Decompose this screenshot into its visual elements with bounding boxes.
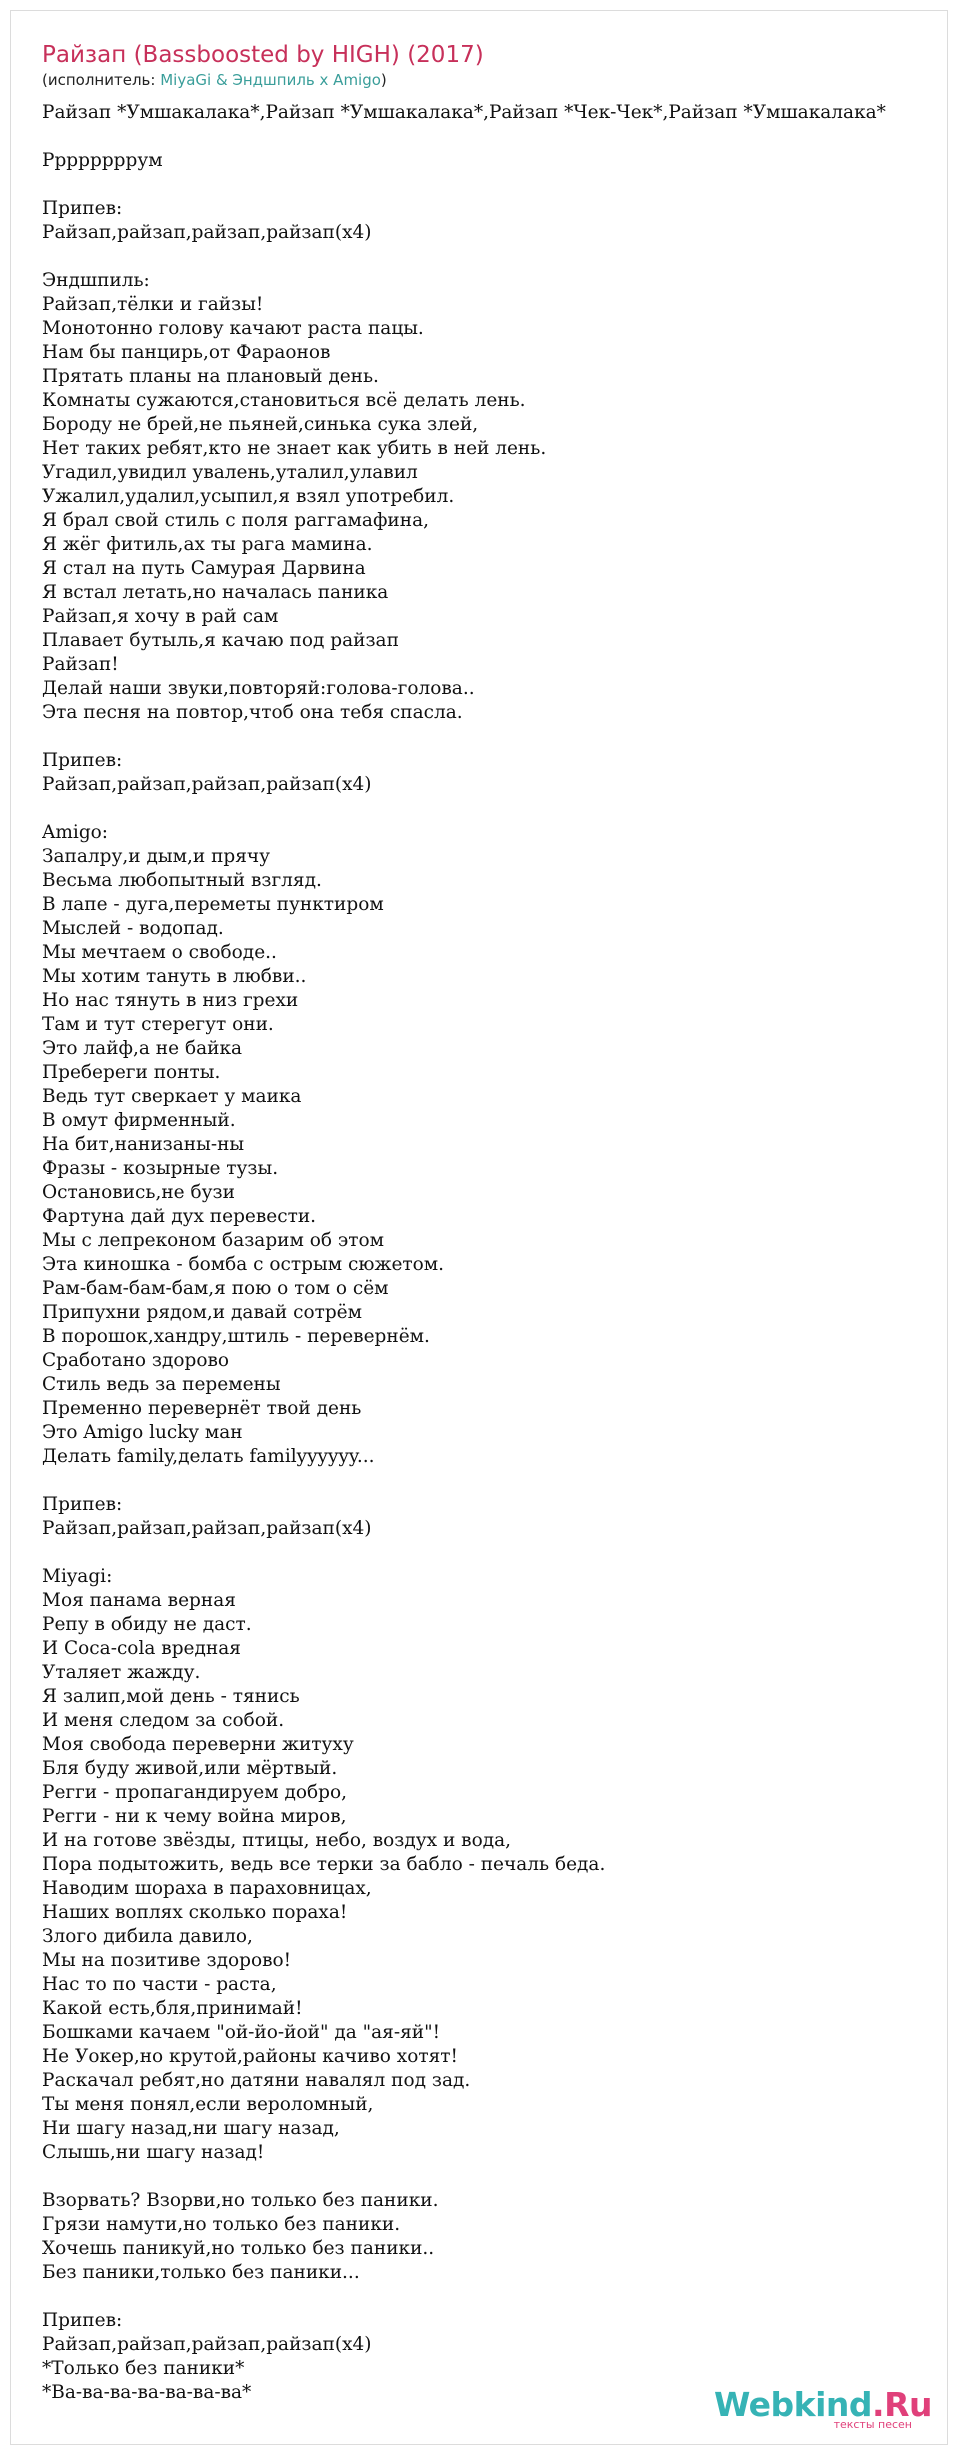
lyric-line: Эта песня на повтор,чтоб она тебя спасла. <box>42 702 463 723</box>
site-logo[interactable] <box>713 2385 932 2431</box>
lyric-line: Моя панама верная <box>42 1590 236 1611</box>
lyric-line: Там и тут стерегут они. <box>42 1014 274 1035</box>
lyric-line: Пора подытожить, ведь все терки за бабло - печаль беда. <box>42 1854 606 1875</box>
lyric-line: И на готове звёзды, птицы, небо, воздух и вода, <box>42 1830 512 1851</box>
performer-prefix: (исполнитель: <box>42 71 161 89</box>
lyric-line: Припев: <box>42 1494 123 1515</box>
lyric-line: Припев: <box>42 750 123 771</box>
lyric-line: Моя свобода переверни житуху <box>42 1734 354 1755</box>
lyric-line: Нет таких ребят,кто не знает как убить в ней лень. <box>42 438 547 459</box>
lyric-line: Остановись,не бузи <box>42 1182 235 1203</box>
lyrics-body <box>42 101 948 2405</box>
lyric-line: *Только без паники* <box>42 2358 245 2379</box>
lyric-line: Эта киношка - бомба с острым сюжетом. <box>42 1254 445 1275</box>
lyric-line: Припев: <box>42 2310 123 2331</box>
lyric-line <box>42 725 948 749</box>
lyric-line: Мы с лепреконом базарим об этом <box>42 1230 385 1251</box>
lyric-line: Не Уокер,но крутой,районы качиво хотят! <box>42 2046 458 2067</box>
lyric-line: Райзап,райзап,райзап,райзап(x4) <box>42 2334 372 2355</box>
lyric-line: *Ва-ва-ва-ва-ва-ва-ва* <box>42 2382 252 2403</box>
lyric-line: В порошок,хандру,штиль - перевернём. <box>42 1326 430 1347</box>
lyric-line: Я встал летать,но началась паника <box>42 582 389 603</box>
lyric-line: Комнаты сужаются,становиться всё делать лень. <box>42 390 526 411</box>
lyric-line: Ррррррррум <box>42 150 163 171</box>
logo-wordmark <box>713 2385 932 2424</box>
lyric-line: Стиль ведь за перемены <box>42 1374 281 1395</box>
lyric-line: В омут фирменный. <box>42 1110 236 1131</box>
lyric-line: Райзап,тёлки и гайзы! <box>42 294 264 315</box>
lyric-line: Злого дибила давило, <box>42 1926 253 1947</box>
lyric-line: Какой есть,бля,принимай! <box>42 1998 303 2019</box>
lyric-line: Монотонно голову качают раста пацы. <box>42 318 424 339</box>
lyric-line: Эндшпиль: <box>42 270 150 291</box>
lyric-line: Нас то по части - раста, <box>42 1974 277 1995</box>
lyric-line: Регги - ни к чему война миров, <box>42 1806 347 1827</box>
lyric-line: Слышь,ни шагу назад! <box>42 2142 265 2163</box>
lyric-line: В лапе - дуга,переметы пунктиром <box>42 894 384 915</box>
lyric-line: Я брал свой стиль с поля раггамафина, <box>42 510 429 531</box>
lyric-line: И меня следом за собой. <box>42 1710 285 1731</box>
lyric-line <box>42 2165 948 2189</box>
lyric-line: Мы хотим тануть в любви.. <box>42 966 307 987</box>
performer-suffix: ) <box>380 71 387 89</box>
lyric-line: Я стал на путь Самурая Дарвина <box>42 558 366 579</box>
lyric-line: Пребереги понты. <box>42 1062 221 1083</box>
lyric-line <box>42 125 948 149</box>
lyric-line: Наших воплях сколько пораха! <box>42 1902 348 1923</box>
lyric-line: Раскачал ребят,но датяни навалял под зад. <box>42 2070 471 2091</box>
lyric-line: Бля буду живой,или мёртвый. <box>42 1758 338 1779</box>
lyric-line: Бороду не брей,не пьяней,синька сука злей, <box>42 414 479 435</box>
lyric-line: Мыслей - водопад. <box>42 918 224 939</box>
logo-tagline: тексты песен <box>833 2418 912 2431</box>
logo-word: Webkind <box>713 2385 873 2424</box>
lyric-line: Репу в обиду не даст. <box>42 1614 252 1635</box>
lyric-line: Райзап,райзап,райзап,райзап(x4) <box>42 222 372 243</box>
lyric-line: И Coca-cola вредная <box>42 1638 241 1659</box>
lyric-line: Ужалил,удалил,усыпил,я взял употребил. <box>42 486 455 507</box>
lyric-line: Запалру,и дым,и прячу <box>42 846 271 867</box>
lyric-line: Прятать планы на плановый день. <box>42 366 379 387</box>
lyric-line: Регги - пропагандируем добро, <box>42 1782 348 1803</box>
lyric-line: Это Amigo lucky ман <box>42 1422 243 1443</box>
performer-line <box>42 70 387 90</box>
lyric-line: Amigo: <box>42 822 109 843</box>
lyric-line: Райзап,я хочу в рай сам <box>42 606 279 627</box>
lyric-line: Припев: <box>42 198 123 219</box>
lyric-line: Я залип,мой день - тянись <box>42 1686 300 1707</box>
lyric-line <box>42 797 948 821</box>
lyric-line: Но нас тянуть в низ грехи <box>42 990 299 1011</box>
lyric-line: Припухни рядом,и давай сотрём <box>42 1302 363 1323</box>
lyric-line: Без паники,только без паники... <box>42 2262 360 2283</box>
lyric-line <box>42 245 948 269</box>
lyric-line <box>42 173 948 197</box>
lyric-line: Ни шагу назад,ни шагу назад, <box>42 2118 340 2139</box>
lyric-line <box>42 2285 948 2309</box>
lyric-line: Мы на позитиве здорово! <box>42 1950 292 1971</box>
lyric-line: Райзап,райзап,райзап,райзап(x4) <box>42 774 372 795</box>
lyric-line: Рам-бам-бам-бам,я пою о том о сём <box>42 1278 389 1299</box>
lyric-line: На бит,нанизаны-ны <box>42 1134 245 1155</box>
lyric-line: Райзап *Умшакалака*,Райзап *Умшакалака*,Райзап *Чек-Чек*,Райзап *Умшакалака* <box>42 102 886 123</box>
lyric-line: Взорвать? Взорви,но только без паники. <box>42 2190 439 2211</box>
performer-link[interactable]: MiyaGi & Эндшпиль x Amigo <box>160 71 381 89</box>
lyric-line: Ты меня понял,если вероломный, <box>42 2094 374 2115</box>
lyric-line: Наводим шораха в параховницах, <box>42 1878 372 1899</box>
lyric-line: Уталяет жажду. <box>42 1662 201 1683</box>
lyric-line: Сработано здорово <box>42 1350 230 1371</box>
lyric-line: Пременно перевернёт твой день <box>42 1398 362 1419</box>
logo-domain: .Ru <box>872 2385 932 2424</box>
lyric-line: Miyagi: <box>42 1566 113 1587</box>
lyric-line: Фразы - козырные тузы. <box>42 1158 279 1179</box>
lyric-line: Делай наши звуки,повторяй:голова-голова.. <box>42 678 475 699</box>
lyric-line: Мы мечтаем о свободе.. <box>42 942 277 963</box>
lyric-line: Делать family,делать familyyyyyy... <box>42 1446 375 1467</box>
lyric-line: Угадил,увидил увалень,уталил,улавил <box>42 462 418 483</box>
lyric-line: Грязи намути,но только без паники. <box>42 2214 401 2235</box>
lyric-line: Ведь тут сверкает у маика <box>42 1086 302 1107</box>
lyric-line: Бошками качаем "ой-йо-йой" да "ая-яй"! <box>42 2022 441 2043</box>
lyric-line: Хочешь паникуй,но только без паники.. <box>42 2238 435 2259</box>
lyric-line <box>42 1541 948 1565</box>
lyric-line <box>42 1469 948 1493</box>
lyric-line: Я жёг фитиль,ах ты рага мамина. <box>42 534 373 555</box>
lyric-line: Фартуна дай дух перевести. <box>42 1206 317 1227</box>
lyric-line: Это лайф,а не байка <box>42 1038 243 1059</box>
song-title: Райзап (Bassboosted by HIGH) (2017) <box>42 42 484 68</box>
lyric-line: Нам бы панцирь,от Фараонов <box>42 342 331 363</box>
lyric-line: Весьма любопытный взгляд. <box>42 870 322 891</box>
lyric-line: Райзап! <box>42 654 119 675</box>
lyric-line: Плавает бутыль,я качаю под райзап <box>42 630 399 651</box>
lyric-line: Райзап,райзап,райзап,райзап(x4) <box>42 1518 372 1539</box>
